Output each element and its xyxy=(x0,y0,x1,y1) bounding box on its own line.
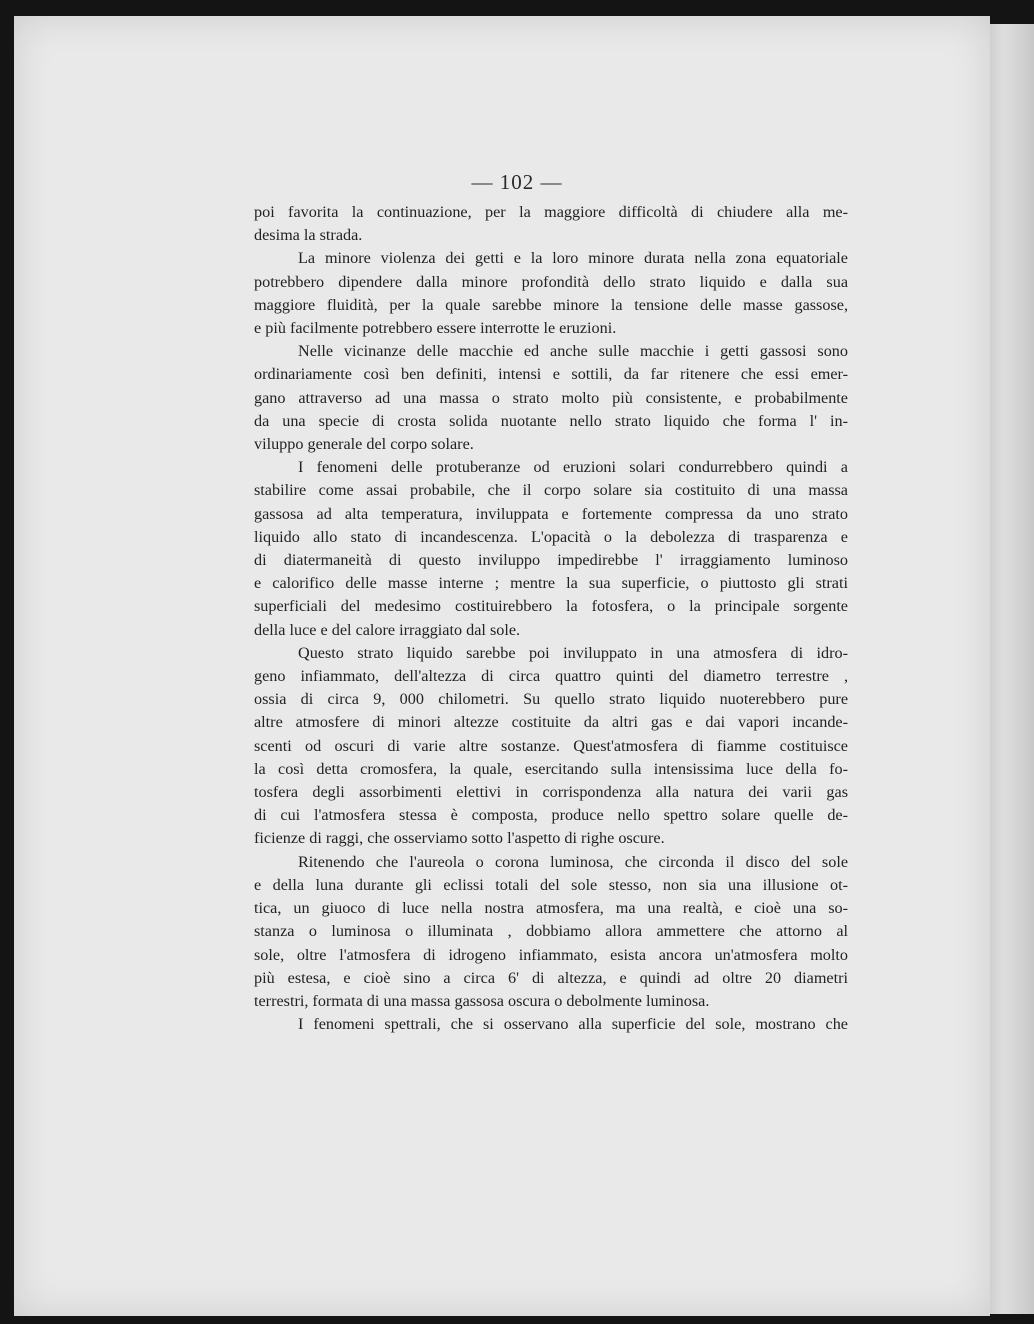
paragraph xyxy=(254,1013,848,1036)
text-line: gano attraverso ad una massa o strato molto più consistente, e probabilmente xyxy=(254,388,848,407)
text-line: di cui l'atmosfera stessa è composta, produce nello spettro solare quelle de- xyxy=(254,806,848,825)
text-line: terrestri, formata di una massa gassosa oscura o debolmente luminosa. xyxy=(254,991,710,1010)
paragraph xyxy=(254,642,848,851)
text-line: più estesa, e cioè sino a circa 6' di altezza, e quindi ad oltre 20 diametri xyxy=(254,968,848,987)
text-line: da una specie di crosta solida nuotante nello strato liquido che forma l' in- xyxy=(254,411,848,430)
page-number: — 102 — xyxy=(471,170,563,194)
text-line: tosfera degli assorbimenti elettivi in corrispondenza alla natura dei varii gas xyxy=(254,783,848,802)
text-line: di diatermaneità di questo inviluppo impedirebbe l' irraggiamento luminoso xyxy=(254,551,848,570)
paragraph xyxy=(254,201,848,247)
text-line: scenti od oscuri di varie altre sostanze. Quest'atmosfera di fiamme costituisce xyxy=(254,736,848,755)
paragraph xyxy=(254,456,848,642)
text-line: I fenomeni delle protuberanze od eruzioni solari condurrebbero quindi a xyxy=(298,458,848,477)
paragraph xyxy=(254,340,848,456)
text-line: Questo strato liquido sarebbe poi inviluppato in una atmosfera di idro- xyxy=(298,643,848,662)
text-line: ossia di circa 9, 000 chilometri. Su quello strato liquido nuoterebbero pure xyxy=(254,690,848,709)
text-line: geno infiammato, dell'altezza di circa quattro quinti del diametro terrestre , xyxy=(254,667,848,686)
text-line: gassosa ad alta temperatura, inviluppata e fortemente compressa da uno strato xyxy=(254,504,848,523)
text-line: sole, oltre l'atmosfera di idrogeno infiammato, esista ancora un'atmosfera molto xyxy=(254,945,848,964)
text-line: la così detta cromosfera, la quale, esercitando sulla intensissima luce della fo- xyxy=(254,759,848,778)
text-line: potrebbero dipendere dalla minore profondità dello strato liquido e dalla sua xyxy=(254,272,848,291)
paragraph xyxy=(254,851,848,1013)
text-line: maggiore fluidità, per la quale sarebbe minore la tensione delle masse gassose, xyxy=(254,295,848,314)
text-line: poi favorita la continuazione, per la maggiore difficoltà di chiudere alla me- xyxy=(254,203,848,221)
text-line: altre atmosfere di minori altezze costituite da altri gas e dai vapori incande- xyxy=(254,713,848,732)
body-text xyxy=(254,201,848,1036)
text-line: ficienze di raggi, che osserviamo sotto l'aspetto di righe oscure. xyxy=(254,829,665,848)
text-line: viluppo generale del corpo solare. xyxy=(254,435,474,454)
text-line: e calorifico delle masse interne ; mentre la sua superficie, o piuttosto gli strati xyxy=(254,574,848,593)
text-line: I fenomeni spettrali, che si osservano alla superficie del sole, mostrano che xyxy=(298,1015,848,1034)
text-line: e più facilmente potrebbero essere interrotte le eruzioni. xyxy=(254,319,617,338)
paragraph xyxy=(254,247,848,340)
text-line: Nelle vicinanze delle macchie ed anche sulle macchie i getti gassosi sono xyxy=(298,342,848,361)
text-line: La minore violenza dei getti e la loro minore durata nella zona equatoriale xyxy=(298,249,848,268)
text-line: liquido allo stato di incandescenza. L'opacità o la debolezza di trasparenza e xyxy=(254,527,848,546)
text-line: della luce e del calore irraggiato dal sole. xyxy=(254,620,521,639)
text-line: stabilire come assai probabile, che il corpo solare sia costituito di una massa xyxy=(254,481,848,500)
text-line: e della luna durante gli eclissi totali del sole stesso, non sia una illusione ot- xyxy=(254,875,848,894)
text-line: desima la strada. xyxy=(254,226,363,245)
text-line: stanza o luminosa o illuminata , dobbiamo allora ammettere che attorno al xyxy=(254,922,848,941)
page-edge xyxy=(990,24,1034,1314)
text-line: ordinariamente così ben definiti, intensi e sottili, da far ritenere che essi emer- xyxy=(254,365,848,384)
text-line: superficiali del medesimo costituirebbero la fotosfera, o la principale sorgente xyxy=(254,597,848,616)
text-line: Ritenendo che l'aureola o corona luminosa, che circonda il disco del sole xyxy=(298,852,848,871)
text-line: tica, un giuoco di luce nella nostra atmosfera, ma una realtà, e cioè una so- xyxy=(254,899,848,918)
